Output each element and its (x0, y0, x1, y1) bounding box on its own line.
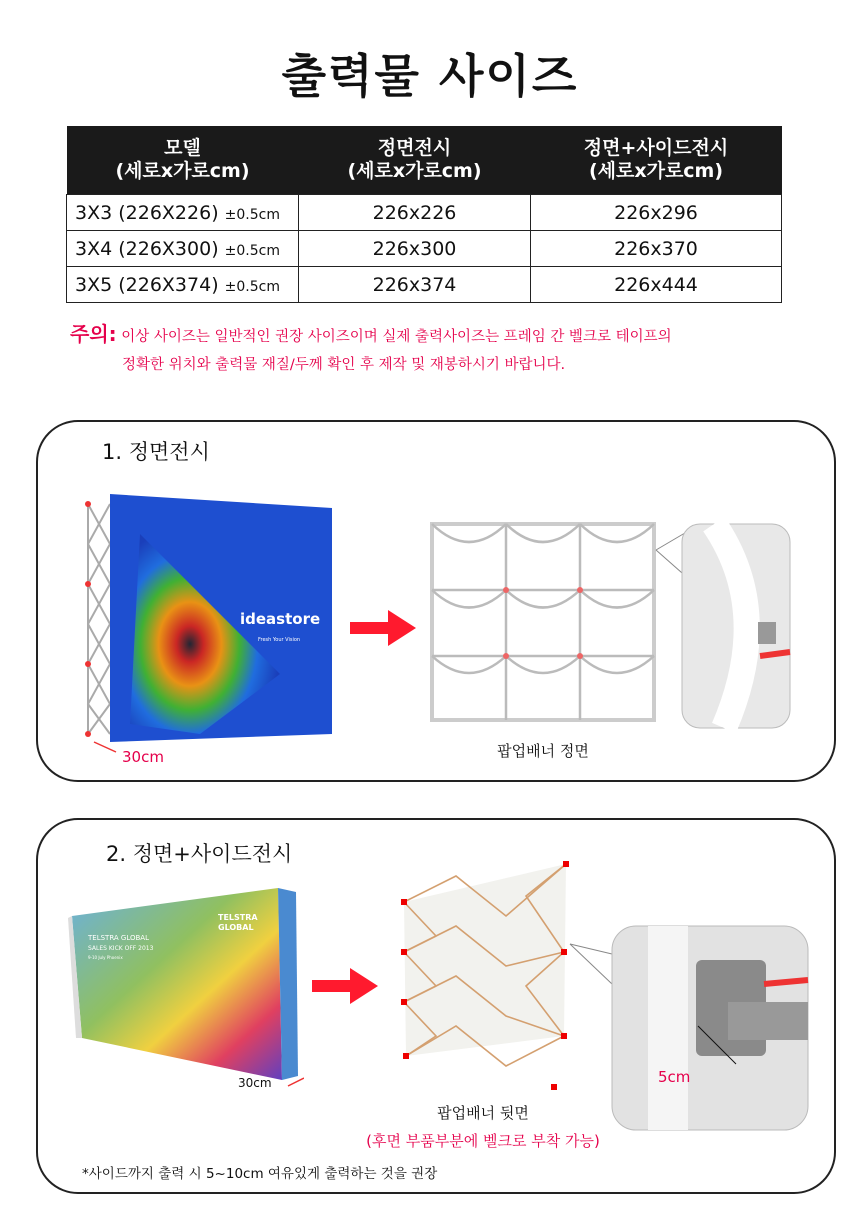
table-row (67, 195, 782, 231)
side-banner-image (68, 880, 304, 1090)
velcro-detail-image (654, 522, 794, 732)
table-row (67, 267, 782, 303)
cell-front: 226x300 (299, 231, 531, 267)
section-front-side-display (36, 818, 836, 1194)
footnote: *사이드까지 출력 시 5~10cm 여유있게 출력하는 것을 권장 (82, 1166, 438, 1182)
section1-title: 1. 정면전시 (102, 440, 210, 464)
arrow-right-icon (350, 610, 416, 646)
bracket-detail-image (568, 924, 812, 1132)
section2-title: 2. 정면+사이드전시 (106, 842, 293, 866)
depth-label: 30cm (122, 748, 164, 766)
box-text2: SALES KICK OFF 2013 (88, 945, 154, 952)
depth-label-2: 30cm (238, 1076, 272, 1090)
cell-front: 226x374 (299, 267, 531, 303)
banner-brand: ideastore (240, 610, 321, 628)
banner-tagline: Fresh Your Vision (258, 637, 301, 643)
cell-side: 226x370 (531, 231, 782, 267)
notice (70, 320, 790, 379)
cell-model: 3X3 (226X226) ±0.5cm (67, 195, 299, 231)
frame-front-image (428, 520, 658, 724)
size-table (66, 126, 782, 303)
notice-line2: 정확한 위치와 출력물 재질/두께 확인 후 제작 및 재봉하시기 바랍니다. (122, 357, 566, 373)
frame-front-caption: 팝업배너 정면 (497, 742, 589, 760)
header-front: 정면전시 (세로x가로cm) (299, 126, 531, 195)
box-text1: TELSTRA GLOBAL (88, 934, 149, 942)
cell-model: 3X5 (226X374) ±0.5cm (67, 267, 299, 303)
cell-front: 226x226 (299, 195, 531, 231)
frame-back-image (396, 856, 576, 1096)
table-row (67, 231, 782, 267)
box-brand-line1: TELSTRA (218, 913, 258, 922)
cell-model: 3X4 (226X300) ±0.5cm (67, 231, 299, 267)
front-banner-image (80, 494, 340, 754)
section-front-display (36, 420, 836, 782)
header-model: 모델 (세로x가로cm) (67, 126, 299, 195)
header-side: 정면+사이드전시 (세로x가로cm) (531, 126, 782, 195)
box-brand-line2: GLOBAL (218, 923, 254, 932)
bracket-label: 5cm (658, 1068, 691, 1086)
page-title: 출력물 사이즈 (281, 49, 579, 103)
cell-side: 226x296 (531, 195, 782, 231)
table-header-row (67, 126, 782, 195)
notice-line1: 이상 사이즈는 일반적인 권장 사이즈이며 실제 출력사이즈는 프레임 간 벨크로 테이프의 (121, 329, 672, 345)
arrow-right-icon (312, 968, 378, 1004)
frame-back-subcaption: (후면 부품부분에 벨크로 부착 가능) (366, 1132, 600, 1150)
box-text3: 9-10 July Phoenix (88, 955, 123, 960)
depth-dimension-line (94, 742, 116, 752)
notice-label: 주의: (70, 322, 117, 346)
depth-dimension-line (288, 1078, 304, 1086)
cell-side: 226x444 (531, 267, 782, 303)
frame-back-caption: 팝업배너 뒷면 (437, 1104, 529, 1122)
